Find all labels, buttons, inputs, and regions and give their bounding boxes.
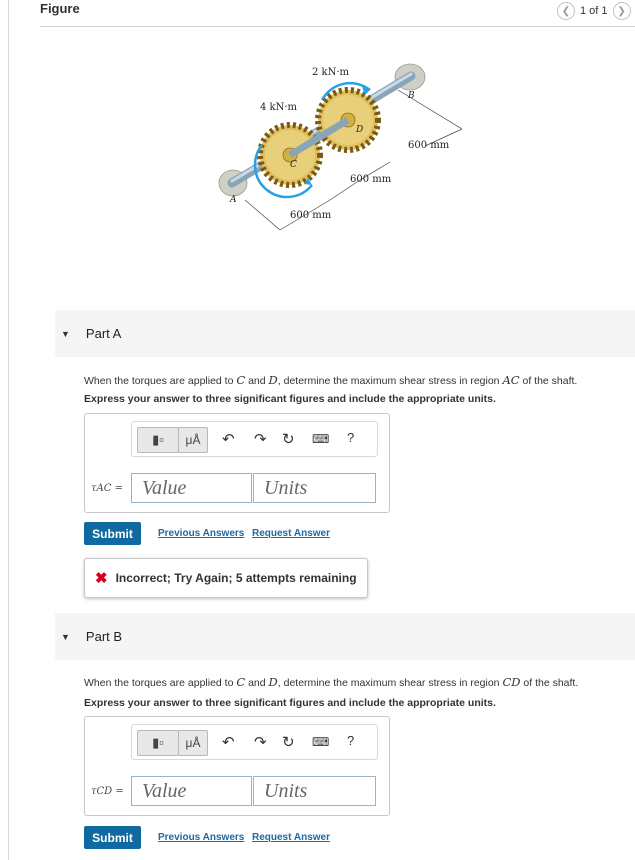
dim-label-cd: 600 mm: [350, 174, 392, 185]
help-icon[interactable]: ?: [347, 733, 355, 748]
figure-divider: [40, 26, 635, 27]
part-b-answer-box: [84, 716, 390, 816]
units-input[interactable]: Units: [253, 776, 376, 806]
feedback-banner: [84, 558, 368, 598]
reset-icon[interactable]: ↻: [282, 431, 295, 448]
part-b-header[interactable]: [55, 613, 635, 660]
part-a-header[interactable]: [55, 310, 635, 357]
value-input[interactable]: Value: [131, 473, 252, 503]
units-input[interactable]: Units: [253, 473, 376, 503]
redo-icon[interactable]: ↷: [254, 431, 267, 448]
fraction-template-icon: ▮▫: [152, 432, 164, 447]
part-a-request-answer-link[interactable]: Request Answer: [252, 528, 330, 539]
part-a-submit-button[interactable]: Submit: [84, 522, 141, 545]
next-figure-button[interactable]: [613, 2, 631, 20]
part-a-instruction: Express your answer to three significant figures and include the appropriate units.: [84, 393, 496, 405]
part-a-previous-answers-link[interactable]: Previous Answers: [158, 528, 245, 539]
part-b-math-toolbar: [131, 724, 378, 760]
template-button[interactable]: [137, 427, 179, 453]
tau-cd-label: τCD =: [91, 786, 124, 797]
part-b-question: When the torques are applied to C and D, determine the maximum shear stress in region CD of the shaft.: [84, 675, 579, 689]
chevron-left-icon: ❮: [561, 5, 571, 17]
part-a-question: When the torques are applied to C and D, determine the maximum shear stress in region AC of the shaft.: [84, 373, 578, 387]
template-button[interactable]: [137, 730, 179, 756]
undo-icon[interactable]: ↶: [222, 431, 235, 448]
part-a-answer-box: [84, 413, 390, 513]
value-input[interactable]: Value: [131, 776, 252, 806]
part-a-title: Part A: [85, 326, 122, 341]
part-a-math-toolbar: [131, 421, 378, 457]
chevron-right-icon: ❯: [617, 5, 626, 17]
dim-label-db: 600 mm: [408, 140, 450, 151]
pager-label: 1 of 1: [580, 5, 608, 17]
shaft-figure: [200, 50, 470, 240]
part-b-title: Part B: [85, 629, 123, 644]
prev-figure-button[interactable]: [557, 2, 575, 20]
redo-icon[interactable]: ↷: [254, 734, 267, 751]
dim-label-ac: 600 mm: [290, 210, 332, 221]
left-border: [8, 0, 9, 860]
error-x-icon: ✖: [95, 570, 108, 587]
point-d-label: D: [356, 125, 364, 135]
torque-c-label: 4 kN·m: [260, 102, 298, 113]
units-button[interactable]: μÅ: [178, 730, 208, 756]
part-b-request-answer-link[interactable]: Request Answer: [252, 832, 330, 843]
feedback-text: Incorrect; Try Again; 5 attempts remaining: [115, 571, 357, 585]
units-button[interactable]: μÅ: [178, 427, 208, 453]
collapse-triangle-icon: ▼: [61, 631, 70, 642]
part-b-submit-button[interactable]: Submit: [84, 826, 141, 849]
keyboard-icon[interactable]: ⌨: [312, 432, 330, 446]
figure-pager: [557, 2, 631, 20]
reset-icon[interactable]: ↻: [282, 734, 295, 751]
tau-ac-label: τAC =: [91, 483, 123, 494]
keyboard-icon[interactable]: ⌨: [312, 735, 330, 749]
torque-d-label: 2 kN·m: [312, 67, 350, 78]
point-b-label: B: [408, 91, 415, 101]
help-icon[interactable]: ?: [347, 430, 355, 445]
part-b-previous-answers-link[interactable]: Previous Answers: [158, 832, 245, 843]
fraction-template-icon: ▮▫: [152, 735, 164, 750]
undo-icon[interactable]: ↶: [222, 734, 235, 751]
figure-title: Figure: [40, 1, 80, 16]
point-c-label: C: [290, 160, 297, 170]
point-a-label: A: [230, 195, 237, 205]
collapse-triangle-icon: ▼: [61, 328, 70, 339]
part-b-instruction: Express your answer to three significant figures and include the appropriate units.: [84, 697, 496, 709]
